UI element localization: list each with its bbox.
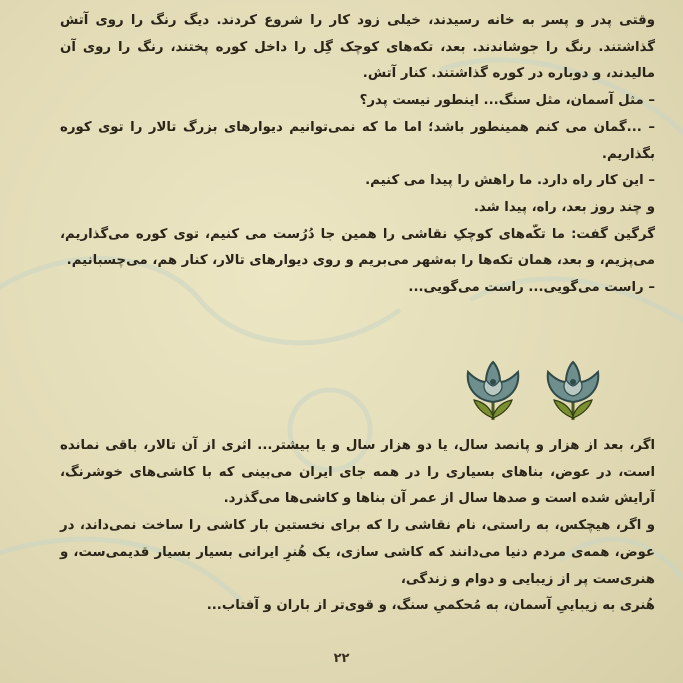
dialogue-line: – ...گمان می کنم همینطور باشد؛ اما ما که نمی‌توانیم دیوارهای بزرگ تالار را توی کوره بگذاریم. xyxy=(60,119,655,162)
tulip-decoration xyxy=(462,360,612,426)
story-text-top xyxy=(60,8,665,302)
page-number: ۲۲ xyxy=(333,651,350,666)
dialogue-line: – مثل آسمان، مثل سنگ... اینطور نیست پدر؟ xyxy=(359,93,655,109)
paragraph: و چند روز بعد، راه، پیدا شد. xyxy=(473,199,655,215)
tulip-flower-icon xyxy=(462,360,524,426)
story-text-bottom xyxy=(60,433,665,620)
paragraph: اگر، بعد از هزار و پانصد سال، یا دو هزار سال و یا بیشتر... اثری از آن تالار، باقی نمانده است، در عوض، بناهای بسیاری را در همه جای ایران می‌بینی که با کاشی‌های خوشرنگ، آرایش شده است و صدها سال از عمر آن بناها و کاشی‌ها می‌گذرد. xyxy=(60,438,655,507)
paragraph: وقتی پدر و پسر به خانه رسیدند، خیلی زود کار را شروع کردند. دیگ رنگ را روی آتش گذاشتند. رنگ را جوشاندند. بعد، تکه‌های کوچک گِل را داخل کوره پختند، رنگ را روی آن مالیدند، و دوباره در کوره گذاشتند. کنار آتش. xyxy=(60,13,655,82)
paragraph: هُنری به زیباییِ آسمان، به مُحکمیِ سنگ، و قوی‌تر از باران و آفتاب... xyxy=(206,598,655,614)
paragraph: گرگین گفت: ما تکّه‌های کوچکِ نقاشی را همین جا دُرُست می کنیم، توی کوره می‌گذاریم، می‌پزیم، و بعد، همان تکه‌ها را به‌شهر می‌بریم و روی دیوارهای تالار، کنار هم، می‌چسبانیم. xyxy=(60,226,655,269)
dialogue-line: – راست می‌گویی... راست می‌گویی... xyxy=(408,280,655,296)
paragraph: و اگر، هیچکس، به راستی، نام نقاشی را که برای نخستین بار کاشی را ساخت نمی‌داند، در عوض، همه‌ی مردم دنیا می‌دانند که کاشی سازی، یک هُنرِ ایرانی بسیار بسیار قدیمی‌ست، و هنری‌ست پر از زیبایی و دوام و زندگی، xyxy=(60,518,655,587)
tulip-flower-icon xyxy=(542,360,604,426)
dialogue-line: – این کار راه دارد. ما راهش را پیدا می کنیم. xyxy=(365,173,655,189)
